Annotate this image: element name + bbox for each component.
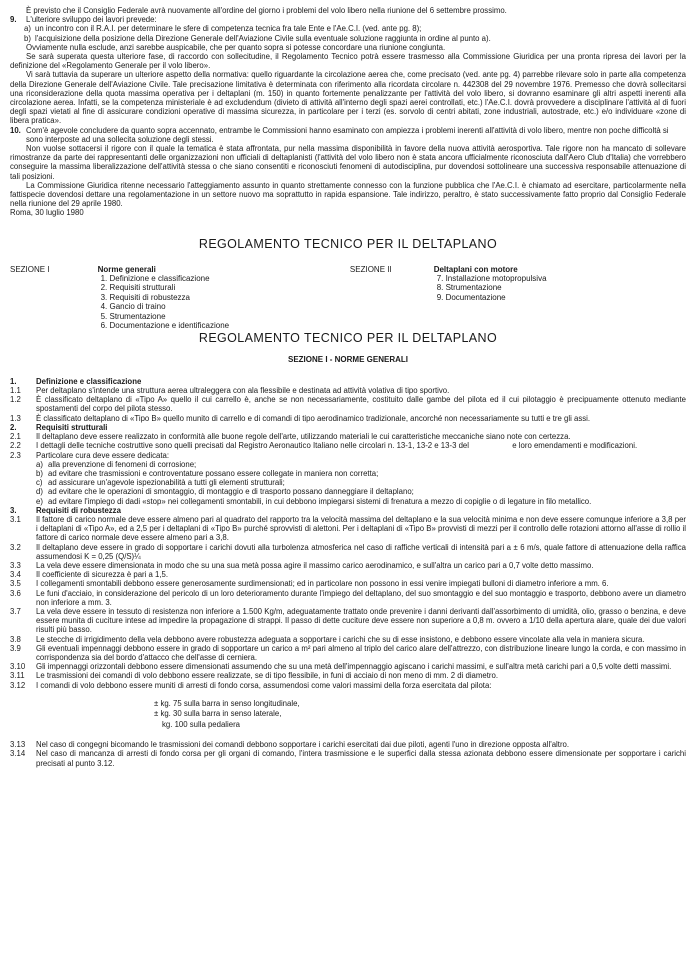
clause: 3.7 La vela deve essere in tessuto di resistenza non inferiore a 1.500 Kg/m, adeguatamente trattato onde prevenire i danni derivanti dall'assorbimento di umidità, olio, grasso o benzina, e deve essere munita di cuciture intese ad impedire la propagazione di strappi. Il passo di dette cuciture deve essere non superiore a 0,8 m. ovvero a 1/10 della apertura alare, quale dei due valori risulti più basso. xyxy=(10,606,686,635)
clause: 2.3 Particolare cura deve essere dedicata: a) alla prevenzione di fenomeni di corrosione; b) ad evitare che trasmissioni e controventature possano essere collegate in maniera non corretta; c) ad assicurare un'agevole ispezionabilità a tutti gli elementi strutturali; d) ad evitare che le operazioni di smontaggio, di montaggio e di trasporto possano danneggiare il deltaplano; e) ad evitare l'impiego di dadi «stop» nei collegamenti smontabili, in cui debbono impiegarsi sistemi di frenatura a mezzo di copiglie o di legature in filo metallico. xyxy=(10,451,686,506)
pilot-force-values xyxy=(10,699,686,731)
clause: 3.8 Le stecche di irrigidimento della vela debbono avere robustezza adeguata a sopportare i carichi che su di esse insistono, e debbono essere vincolate alla vela in maniera sicura. xyxy=(10,634,645,644)
toc-item: 9. Documentazione xyxy=(436,292,506,302)
intro-paragraph-1: È previsto che il Consiglio Federale avrà nuovamente all'ordine del giorno i problemi del volo libero nella riunione del 6 settembre prossimo. xyxy=(26,6,507,15)
intro-paragraph: Ovviamente nulla esclude, anzi sarebbe auspicabile, che per quanto sopra si potesse concordare una riunione congiunta. xyxy=(26,42,446,52)
clause: 1.2 È classificato deltaplano di «Tipo A» quello il cui carrello è, anche se non necessariamente, costituito dalle gambe del pilota ed il cui pilotaggio è precipuamente ottenuto mediante spostamenti del corpo del pilota stesso. xyxy=(10,395,686,414)
clause: 3.2 Il deltaplano deve essere in grado di sopportare i carichi dovuti alla turbolenza atmosferica nel caso di raffiche verticali di intensità pari a ± 6 m/s, quale fattore di attenuazione della raffica assumendosi K = 0,25 (Q/S)¼ xyxy=(10,542,686,561)
intro-paragraph: Non vuolse sottacersi il rigore con il quale la tematica è stata affrontata, pur nella massima disponibilità in favore della nuova attività aerosportiva. Tale rigore non ha mancato di sollevare rimostranze da parte dei rappresentanti delle organizzazioni non ufficiali di deltaplanisti (l'attività del volo libero non è stata ancora ufficialmente riconosciuta dall'Aero Club d'Italia) che vorrebbero conseguire la massima liberalizzazione dell'attività stessa o che siano consentiti e riconosciuti fenomeni di autodisciplina, pur dovendosi sottolineare una successiva responsabile attenuazione di tali posizioni. xyxy=(10,144,686,181)
clause-heading: 2. Requisiti strutturali xyxy=(10,422,108,432)
list-item: d) ad evitare che le operazioni di smontaggio, di montaggio e di trasporto possano danneggiare il deltaplano; xyxy=(36,487,414,497)
clause: 2.2 I dettagli delle tecniche costruttive sono quelli precisati dal Registro Aeronautico Italiano nelle circolari n. 13-1, 13-2 e 13-3 del e loro emendamenti e modificazioni. xyxy=(10,441,638,451)
force-value: kg. 100 sulla pedaliera xyxy=(162,719,241,729)
intro-item-10 xyxy=(10,126,686,144)
toc-item: 2. Requisiti strutturali xyxy=(100,283,176,293)
clause: 3.14 Nel caso di mancanza di arresti di fondo corsa per gli organi di comando, l'intera trasmissione e le superfici dalla stessa azionata debbono essere dimensionate per sopportare i carichi precisati al punto 3.12. xyxy=(10,749,686,768)
clause: 3.3 La vela deve essere dimensionata in modo che su una sua metà possa agire il massimo carico aerodinamico, e sull'altra un carico pari a 0,7 volte detto massimo. xyxy=(10,560,594,570)
item-text: Com'è agevole concludere da quanto sopra accennato, entrambe le Commissioni hanno esaminato con ampiezza i problemi inerenti all'attività di volo libero, mentre non poche difficoltà si sono interposte ad una sollecita soluzione degli stessi. xyxy=(26,125,669,144)
section-title: SEZIONE I - NORME GENERALI xyxy=(287,354,408,364)
toc-section-2-label: SEZIONE II xyxy=(349,264,392,274)
clause: 3.10 Gli impennaggi orizzontali debbono essere dimensionati assumendo che su una metà dell'impennaggio agiscano i carichi massimi, e sull'altra metà carichi pari a 0,5 volte detti massimi. xyxy=(10,662,672,672)
toc-item: 5. Strumentazione xyxy=(100,311,166,321)
list-item: e) ad evitare l'impiego di dadi «stop» nei collegamenti smontabili, in cui debbono impiegarsi sistemi di frenatura a mezzo di copiglie o di legature in filo metallico. xyxy=(36,496,592,506)
intro-item-9-list xyxy=(10,24,686,42)
clause: 3.4 Il coefficiente di sicurezza è pari a 1,5. xyxy=(10,570,169,580)
toc-item: 8. Strumentazione xyxy=(436,283,502,293)
list-item: b) ad evitare che trasmissioni e controventature possano essere collegate in maniera non corretta; xyxy=(36,468,379,478)
intro-date: Roma, 30 luglio 1980 xyxy=(10,208,84,218)
toc-section-1 xyxy=(98,265,350,331)
toc-item: 4. Gancio di traino xyxy=(100,302,166,312)
toc-item: 1. Definizione e classificazione xyxy=(100,274,210,284)
clause: 3.12 I comandi di volo debbono essere muniti di arresti di fondo corsa, assumendosi come valori massimi della forza esercitata dal pilota: xyxy=(10,680,492,690)
list-item: b) l'acquisizione della posizione della Direzione Generale dell'Aviazione Civile sulla eventuale soluzione raggiunta in ordine al punto a). xyxy=(24,33,491,43)
intro-paragraph: Vi sarà tuttavia da superare un ulteriore aspetto della normativa: quello riguardante la circolazione aerea che, come precisato (ved. ante pg. 4) parrebbe rilevare solo in parte alla competenza della Direzione Generale dell'Aviazione Civile. Tale precisazione limitativa è determinata con riferimento alla ricordata circolare n. 442308 del 29 novembre 1976. Premesso che dovrà sollecitarsi una riconsiderazione della quota massima operativa per i deltaplani (m. 150) in quanto fortemente penalizzante per l'attività del volo libero, si dovranno esaminare gli altri aspetti inerenti alla circolazione aerea. Infatti, se la competenza ministeriale è ad excludendum (divieto di attività all'interno degli spazi aerei controllati, etc.) l'Ae.C.I. dovrà provvedere a disciplinare l'attività al di fuori degli spazi vietati al fine di assicurare condizioni operative di massima sicurezza, in particolare per i terzi (es. sorvolo di centri abitati, zone industriali, autostrade, etc.) e/o individuare «zone di libera pratica». xyxy=(10,70,686,126)
toc-title: REGOLAMENTO TECNICO PER IL DELTAPLANO xyxy=(198,236,498,251)
clause: 3.1 Il fattore di carico normale deve essere almeno pari al quadrato del rapporto tra la velocità massima del deltaplano e la sua velocità minima e non deve essere comunque inferiore a 3,8 per i deltaplani di «Tipo A», ed a 2,5 per i deltaplani di «Tipo B» purché sprovvisti di alettoni. Per i deltaplani di «Tipo B» provvisti di mezzi per il controllo delle rotazioni attorno all'asse di rollio il fattore di carico normale deve essere almeno pari a 3,8. xyxy=(10,514,686,543)
intro-paragraph: Se sarà superata questa ulteriore fase, di raccordo con sollecitudine, il Regolamento Tecnico potrà essere trasmesso alla Commissione Giuridica per una pronta ripresa dei lavori per la definizione del «Regolamento Generale per il volo libero». xyxy=(10,52,686,71)
clause: 3.6 Le funi d'acciaio, in considerazione del pericolo di un loro deterioramento durante l'impiego del deltaplano, del suo smontaggio e del suo montaggio e trasporto, debbono avere un diametro non inferiore a mm. 3. xyxy=(10,588,686,607)
toc-section-2-heading: Deltaplani con motore xyxy=(433,264,518,274)
toc-item: 6. Documentazione e identificazione xyxy=(100,321,230,331)
list-item: c) ad assicurare un'agevole ispezionabilità a tutti gli elementi strutturali; xyxy=(36,478,285,488)
clause: 2.1 Il deltaplano deve essere realizzato in conformità alle buone regole dell'arte, utilizzando materiali le cui caratteristiche meccaniche siano note con certezza. xyxy=(10,432,571,442)
clause: 3.5 I collegamenti smontabili debbono essere generosamente surdimensionati; ed in particolare non possono in essi venire impiegati bulloni di diametro inferiore a mm. 6. xyxy=(10,579,609,589)
clause-heading: 1. Definizione e classificazione xyxy=(10,376,142,386)
table-of-contents xyxy=(10,265,686,331)
regulation-title: REGOLAMENTO TECNICO PER IL DELTAPLANO xyxy=(198,330,498,345)
clause: 3.9 Gli eventuali impennaggi debbono essere in grado di sopportare un carico a m² pari almeno al triplo del carico alare dell'attrezzo, con distribuzione lineare lungo la corda, e con massimo in corrispondenza sia del bordo d'attacco che dell'asse di cerniera. xyxy=(10,643,686,662)
item-number: 9. xyxy=(10,15,17,25)
toc-item: 3. Requisiti di robustezza xyxy=(100,292,190,302)
force-value: ± kg. 75 sulla barra in senso longitudinale, xyxy=(154,698,300,708)
toc-section-2 xyxy=(434,265,686,331)
toc-section-1-heading: Norme generali xyxy=(97,264,156,274)
clause: 3.13 Nel caso di congegni bicomando le trasmissioni dei comandi debbono sopportare i carichi esercitati dai due piloti, agenti l'uno in direzione opposta all'altro. xyxy=(10,740,570,750)
intro-item-9 xyxy=(10,15,686,24)
item-text: L'ulteriore sviluppo dei lavori prevede: xyxy=(26,15,157,25)
intro-paragraph: La Commissione Giuridica ritenne necessario l'atteggiamento assunto in quanto strettamente connesso con la funzione pubblica che l'Ae.C.I. è chiamato ad esercitare, particolarmente nella fattispecie dovendosi dettare una regolamentazione in un settore nuovo ma soprattutto in rapida espansione. Tale indirizzo, peraltro, è stato successivamente fatto proprio dal Consiglio Federale nella riunione del 29 aprile 1980. xyxy=(10,180,686,209)
clause-heading: 3. Requisiti di robustezza xyxy=(10,505,121,515)
toc-section-1-label: SEZIONE I xyxy=(10,264,50,274)
item-number: 10. xyxy=(10,125,21,135)
list-item: a) alla prevenzione di fenomeni di corrosione; xyxy=(36,459,197,469)
list-item: a) un incontro con il R.A.I. per determinare le sfere di competenza tecnica fra tale Ente e l'Ae.C.I. (ved. ante pg. 8); xyxy=(24,24,422,34)
force-value: ± kg. 30 sulla barra in senso laterale, xyxy=(154,709,282,719)
clause: 1.3 È classificato deltaplano di «Tipo B» quello munito di carrello e di comandi di tipo aerodinamico tradizionale, ancorché non necessariamente su tutti e tre gli assi. xyxy=(10,413,591,423)
clause: 3.11 Le trasmissioni dei comandi di volo debbono essere realizzate, se di tipo flessibile, in funi di acciaio di non meno di mm. 2 di diametro. xyxy=(10,671,498,681)
toc-item: 7. Installazione motopropulsiva xyxy=(436,274,547,284)
clause: 1.1 Per deltaplano s'intende una struttura aerea ultraleggera con ala flessibile e destinata ad attività volativa di tipo sportivo. xyxy=(10,386,450,396)
